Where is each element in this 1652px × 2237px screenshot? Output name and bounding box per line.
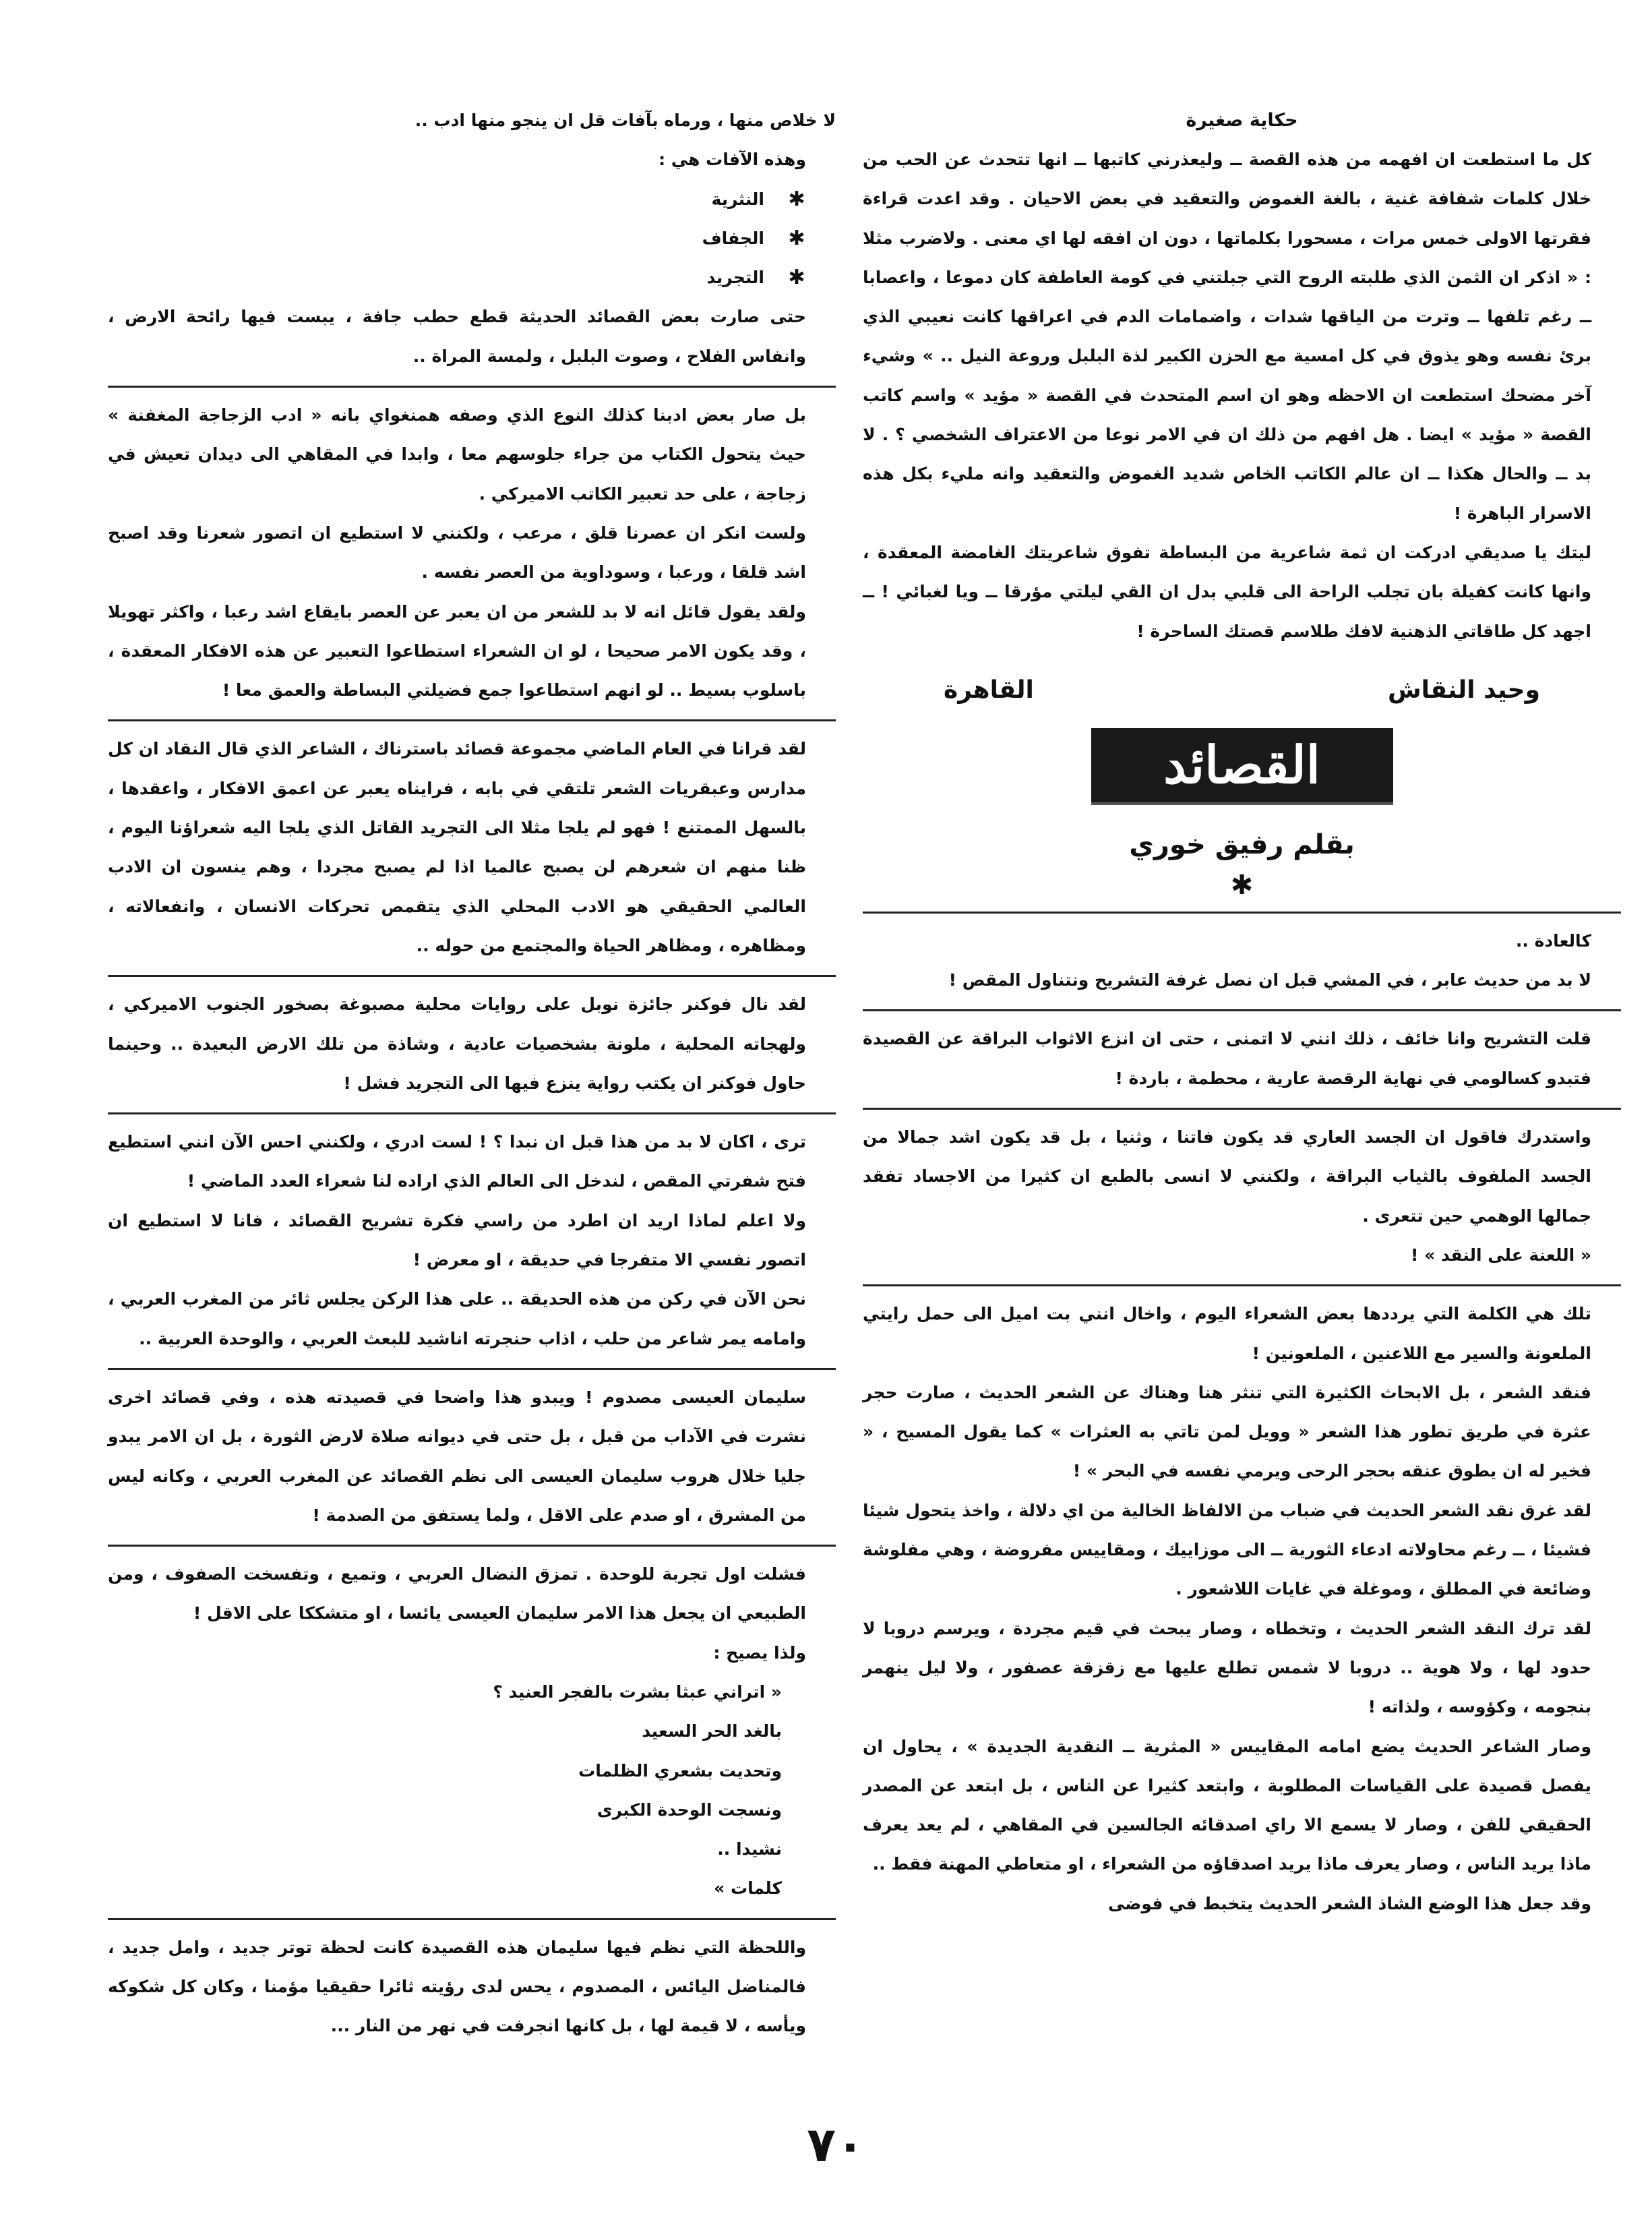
divider	[108, 1368, 836, 1370]
afflictions-intro: وهذه الآفات هي :	[659, 150, 806, 170]
list-item: ✱ الجفاف	[108, 219, 809, 258]
article-paragraph: كالعادة ..	[1515, 930, 1591, 951]
article-paragraph: حتى صارت بعض القصائد الحديثة قطع حطب جافة ، يبست فيها رائحة الارض ، وانفاس الفلاح ، وصوت البلبل ، ولمسة المراة ..	[108, 307, 806, 366]
article-paragraph: نحن الآن في ركن من هذه الحديقة .. على هذا الركن يجلس ثائر من المغرب العربي ، وامامه يمر شاعر من حلب ، اذاب حنجرته اناشيد للبعث العربي ، والوحدة العربية ..	[108, 1289, 806, 1348]
poem-line: وتحديت بشعري الظلمات	[578, 1760, 782, 1781]
poem-line: « اتراني عبثا بشرت بالفجر العنيد ؟	[493, 1681, 782, 1702]
signature-place: القاهرة	[944, 676, 1034, 704]
list-item: ✱ التجريد	[108, 258, 809, 297]
article-paragraph: ولست انكر ان عصرنا قلق ، مرعب ، ولكنني لا استطيع ان اتصور شعرنا وقد اصبح اشد قلقا ، ورعبا ، وسوداوية من العصر نفسه .	[108, 523, 806, 583]
article-paragraph: لقد ترك النقد الشعر الحديث ، وتخطاه ، وصار يبحث في قيم مجردة ، ويرسم دروبا لا حدود لها ، ولا هوية .. دروبا لا شمس تطلع عليها مع زقزقة عصفور ، ولا ليل ينهمر بنجومه ، وكؤوسه ، ولذاته !	[863, 1618, 1591, 1717]
article-paragraph: قلت التشريح وانا خائف ، ذلك انني لا اتمنى ، حتى ان انزع الاثواب البراقة عن القصيدة فتبدو كسالومي في نهاية الرقصة عارية ، محطمة ، باردة !	[863, 1029, 1591, 1088]
poem-line: بالغد الحر السعيد	[642, 1721, 782, 1741]
article-paragraph: سليمان العيسى مصدوم ! ويبدو هذا واضحا في قصيدته هذه ، وفي قصائد اخرى نشرت في الآداب من قبل ، بل حتى في ديوانه صلاة لارض الثورة ، بل ان الامر يبدو جليا خلال هروب سليمان العيسى الى نظم القصائد عن المغرب العربي ، وكانه ليس من المشرق ، او صدم على الاقل ، ولما يستفق من الصدمة !	[108, 1387, 806, 1525]
story-title: حكاية صغيرة	[1186, 110, 1298, 131]
article-paragraph: ولقد يقول قائل انه لا بد للشعر من ان يعبر عن العصر بايقاع اشد رعبا ، واكثر تهويلا ، وقد يكون الامر صحيحا ، لو ان الشعراء استطاعوا التعبير عن هذه الافكار المعقدة ، باسلوب بسيط .. لو انهم استطاعوا جمع فضيلتي البساطة والعمق معا !	[108, 601, 806, 700]
divider	[108, 1545, 836, 1547]
section-title: القصائد	[1091, 728, 1393, 802]
signature-name: وحيد النقاش	[1387, 676, 1540, 704]
poem-line: ونسجت الوحدة الكبرى	[596, 1799, 782, 1820]
afflictions-list	[108, 180, 836, 298]
article-paragraph: واستدرك فاقول ان الجسد العاري قد يكون فاتنا ، وثنيا ، بل قد يكون اشد جمالا من الجسد الملفوف بالثياب البراقة ، ولكنني لا انسى بالطبع ان كثيرا من الاجساد تفقد جمالها الوهمي حين تتعرى .	[863, 1127, 1591, 1226]
divider	[108, 975, 836, 977]
article-paragraph: فنقد الشعر ، بل الابحاث الكثيرة التي تنثر هنا وهناك عن الشعر الحديث ، صارت حجر عثرة في طريق تطور هذا الشعر « وويل لمن تاتي به العثرات » كما يقول المسيح ، « فخير له ان يطوق عنقه بحجر الرحى ويرمي نفسه في البحر » !	[863, 1382, 1591, 1481]
poem-excerpt	[108, 1673, 836, 1909]
article-paragraph: ولا اعلم لماذا اريد ان اطرد من راسي فكرة تشريح القصائد ، فانا لا استطيع ان اتصور نفسي الا متفرجا في حديقة ، او معرض !	[108, 1210, 806, 1270]
asterisk-icon: ✱	[1230, 869, 1254, 901]
list-item: ✱ النثرية	[108, 180, 809, 219]
left-column	[108, 101, 836, 2046]
asterisk-icon: ✱	[788, 226, 805, 250]
section-banner	[863, 728, 1621, 802]
divider	[863, 1009, 1621, 1011]
divider	[108, 386, 836, 388]
article-paragraph: ترى ، اكان لا بد من هذا قبل ان نبدا ؟ ! لست ادري ، ولكنني احس الآن انني استطيع فتح شفرتي المقص ، لندخل الى العالم الذي اراده لنا شعراء العدد الماضي !	[108, 1132, 806, 1191]
asterisk-icon: ✱	[788, 187, 805, 211]
article-paragraph: وقد جعل هذا الوضع الشاذ الشعر الحديث يتخبط في فوضى	[1107, 1893, 1591, 1913]
divider	[863, 912, 1621, 914]
article-paragraph: وصار الشاعر الحديث يضع امامه المقاييس « المثرية ــ النقدية الجديدة » ، يحاول ان يفصل قصيدة على القياسات المطلوبة ، وابتعد كثيرا عن الناس ، بل ابتعد عن المصدر الحقيقي للفن ، وصار لا يسمع الا راي اصدقائه الجالسين في المقاهي ، لم يعد يعرف ماذا يريد الناس ، وصار يعرف ماذا يريد اصدقاؤه من الشعراء ، او متعاطي المهنة فقط ..	[863, 1736, 1591, 1874]
divider	[108, 1112, 836, 1114]
poem-line: نشيدا ..	[717, 1839, 782, 1859]
article-paragraph: بل صار بعض ادبنا كذلك النوع الذي وصفه همنغواي بانه « ادب الزجاجة المغفنة » حيث يتحول الكتاب من جراء جلوسهم معا ، وابدا في المقاهي الى ديدان تعيش في زجاجة ، على حد تعبير الكاتب الاميركي .	[108, 405, 806, 504]
divider	[863, 1108, 1621, 1110]
story-paragraph: كل ما استطعت ان افهمه من هذه القصة ــ وليعذرني كاتبها ــ انها تتحدث عن الحب من خلال كلمات شفافة غنية ، بالغة الغموض والتعقيد في بعض الاحيان . وقد اعدت قراءة فقرتها الاولى خمس مرات ، مسحورا بكلماتها ، دون ان افقه لها اي معنى . ولاضرب مثلا : « اذكر ان الثمن الذي طلبته الروح التي جبلتني في كومة العاطفة كان دموعا ، واعصابا ــ رغم تلفها ــ وترت من الياقها شدات ، واضمامات الدم في اعراقها كانت نعيبي الذي برئ نفسه وهو يذوق في كل امسية مع الحزن الكبير لذة البلبل وروعة النيل .. » وشيء آخر مضحك استطعت ان الاحظه وهو ان اسم المتحدث في القصة « مؤيد » واسم كاتب القصة « مؤيد » ايضا . هل افهم من ذلك ان في الامر نوعا من الاعتراف الشخصي ؟ . لا بد ــ والحال هكذا ــ ان عالم الكاتب الخاص شديد الغموض والتعقيد وانه مليء بكل هذه الاسرار الباهرة !	[863, 150, 1591, 523]
page-number: ٧٠	[807, 2117, 865, 2172]
article-paragraph: ولذا يصيح :	[713, 1642, 806, 1663]
article-paragraph: فشلت اول تجربة للوحدة . تمزق النضال العربي ، وتميع ، وتفسخت الصفوف ، ومن الطبيعي ان يجعل هذا الامر سليمان العيسى يائسا ، او متشككا على الاقل !	[108, 1564, 806, 1623]
article-byline: بقلم رفيق خوري	[1129, 829, 1355, 860]
article-paragraph: « اللعنة على النقد » !	[1410, 1245, 1591, 1265]
right-column	[863, 101, 1621, 1923]
divider	[863, 1284, 1621, 1286]
article-paragraph: لقد نال فوكنر جائزة نوبل على روايات محلية مصبوغة بصخور الجنوب الاميركي ، ولهجاته المحلية ، ملونة بشخصيات عادية ، وشاذة من تلك الارض البعيدة .. وحينما حاول فوكنر ان يكتب رواية ينزع فيها الى التجريد فشل !	[108, 994, 806, 1093]
article-paragraph: لقد قرانا في العام الماضي مجموعة قصائد باسترناك ، الشاعر الذي قال النقاد ان كل مدارس وعبقريات الشعر تلتقي في بابه ، فرايناه يعبر عن اعمق الافكار ، واعقدها ، بالسهل الممتنع ! فهو لم يلجا مثلا الى التجريد القاتل الذي يلجا اليه شعراؤنا اليوم ، ظنا منهم ان شعرهم لن يصبح عالميا اذا لم يصبح مجردا ، وهم ينسون ان الادب العالمي الحقيقي هو الادب المحلي الذي يتقمص تحركات الانسان ، وانفعالاته ، ومظاهره ، ومظاهر الحياة والمجتمع من حوله ..	[108, 739, 806, 955]
article-paragraph: واللحظة التي نظم فيها سليمان هذه القصيدة كانت لحظة توتر جديد ، وامل جديد ، فالمناضل اليائس ، المصدوم ، يحس لدى رؤيته ثائرا حقيقيا مؤمنا ، وكان كل شكوكه ويأسه ، لا قيمة لها ، بل كانها انجرفت في نهر من النار ...	[108, 1937, 806, 2036]
divider	[108, 1918, 836, 1920]
story-signature	[863, 670, 1621, 711]
story-paragraph: ليتك يا صديقي ادركت ان ثمة شاعرية من البساطة تفوق شاعريتك الغامضة المعقدة ، وانها كانت كفيلة بان تجلب الراحة الى قلبي بدل ان القي ليلتي مؤرقا ــ ويا لغبائي ! ــ اجهد كل طاقاتي الذهنية لافك طلاسم قصتك الساحرة !	[863, 542, 1591, 641]
divider	[108, 719, 836, 721]
intro-line: لا خلاص منها ، ورماه بآفات قل ان ينجو منها ادب ..	[415, 111, 836, 130]
article-paragraph: لقد غرق نقد الشعر الحديث في ضباب من الالفاظ الخالية من اي دلالة ، واخذ يتحول شيئا فشيئا ، ــ رغم محاولاته ادعاء الثورية ــ الى موزاييك ، ومقاييس مفروضة ، وهي مفلوشة وضائعة في المطلق ، وموغلة في غايات اللاشعور .	[863, 1500, 1591, 1599]
article-paragraph: لا بد من حديث عابر ، في المشي قبل ان نصل غرفة التشريح ونتناول المقص !	[948, 970, 1591, 990]
article-paragraph: تلك هي الكلمة التي يرددها بعض الشعراء اليوم ، واخال انني بت اميل الى حمل رايتي الملعونة والسير مع اللاعنين ، الملعونين !	[863, 1304, 1591, 1363]
asterisk-icon: ✱	[788, 266, 805, 290]
poem-line: كلمات »	[714, 1878, 782, 1899]
